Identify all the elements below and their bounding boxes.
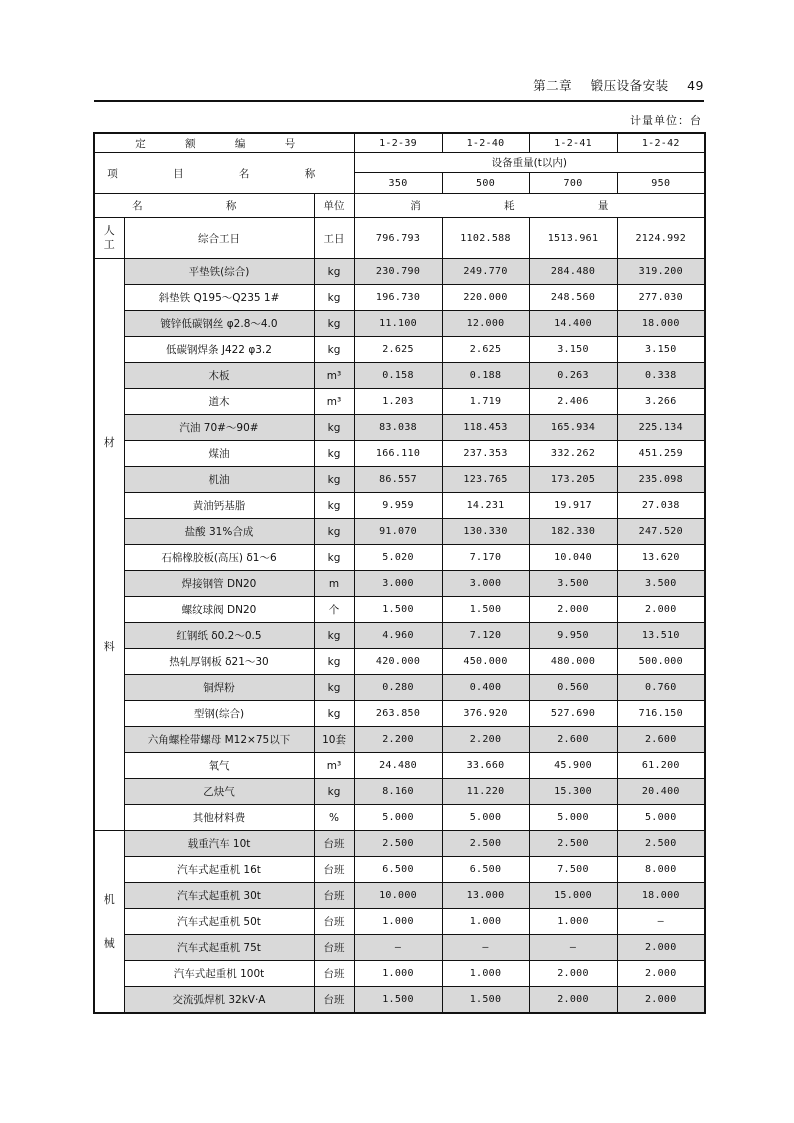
table-row [94, 571, 705, 597]
item-unit: m³ [314, 753, 354, 779]
value-cell: 14.400 [529, 311, 617, 337]
value-cell: 7.500 [529, 857, 617, 883]
value-cell: 15.000 [529, 883, 617, 909]
value-cell: 527.690 [529, 701, 617, 727]
item-name: 机油 [124, 467, 314, 493]
value-cell: 2.625 [354, 337, 442, 363]
table-row [94, 909, 705, 935]
table-row [94, 623, 705, 649]
item-unit: kg [314, 701, 354, 727]
value-cell: 2.406 [529, 389, 617, 415]
value-cell: 0.560 [529, 675, 617, 701]
item-unit: kg [314, 285, 354, 311]
item-unit: 工日 [314, 218, 354, 259]
item-unit: 台班 [314, 831, 354, 857]
table-row [94, 727, 705, 753]
value-cell: 3.150 [617, 337, 705, 363]
value-cell: — [529, 935, 617, 961]
value-cell: 2.500 [617, 831, 705, 857]
col-name-header: 名 称 [94, 194, 314, 218]
table-row [94, 987, 705, 1014]
col-consumption-header: 消 耗 量 [354, 194, 705, 218]
item-name: 低碳钢焊条 J422 φ3.2 [124, 337, 314, 363]
table-row [94, 218, 705, 259]
table-row [94, 337, 705, 363]
table-row [94, 597, 705, 623]
value-cell: 237.353 [442, 441, 529, 467]
item-name: 六角螺栓带螺母 M12×75以下 [124, 727, 314, 753]
value-cell: 9.950 [529, 623, 617, 649]
table-row [94, 519, 705, 545]
value-cell: 15.300 [529, 779, 617, 805]
table-row [94, 363, 705, 389]
value-cell: 5.000 [617, 805, 705, 831]
item-unit: 台班 [314, 883, 354, 909]
page-number: 49 [687, 78, 704, 93]
category-char: 工 [103, 238, 115, 251]
item-name: 盐酸 31%合成 [124, 519, 314, 545]
value-cell: 1.000 [442, 961, 529, 987]
value-cell: 5.000 [529, 805, 617, 831]
value-cell: 2.500 [354, 831, 442, 857]
item-unit: kg [314, 441, 354, 467]
value-cell: 1.500 [442, 987, 529, 1014]
page-header [94, 74, 704, 102]
item-unit: kg [314, 519, 354, 545]
value-cell: 5.000 [354, 805, 442, 831]
item-unit: 台班 [314, 961, 354, 987]
value-cell: 0.188 [442, 363, 529, 389]
item-name: 斜垫铁 Q195～Q235 1# [124, 285, 314, 311]
value-cell: 3.266 [617, 389, 705, 415]
category-char: 人 [103, 224, 115, 238]
item-unit: kg [314, 337, 354, 363]
weight-cell: 700 [529, 173, 617, 194]
value-cell: 27.038 [617, 493, 705, 519]
item-name: 综合工日 [124, 218, 314, 259]
table-row [94, 935, 705, 961]
value-cell: 451.259 [617, 441, 705, 467]
value-cell: 11.100 [354, 311, 442, 337]
item-unit: kg [314, 675, 354, 701]
value-cell: 450.000 [442, 649, 529, 675]
value-cell: 2.000 [529, 987, 617, 1014]
value-cell: 2.600 [529, 727, 617, 753]
table-row [94, 311, 705, 337]
value-cell: 247.520 [617, 519, 705, 545]
item-unit: 台班 [314, 987, 354, 1014]
value-cell: 225.134 [617, 415, 705, 441]
value-cell: 2.200 [354, 727, 442, 753]
value-cell: 1.500 [442, 597, 529, 623]
item-name: 氧气 [124, 753, 314, 779]
table-row [94, 857, 705, 883]
code-cell: 1-2-39 [354, 133, 442, 153]
value-cell: 7.170 [442, 545, 529, 571]
table-row [94, 961, 705, 987]
weight-cell: 950 [617, 173, 705, 194]
item-name: 螺纹球阀 DN20 [124, 597, 314, 623]
item-name: 煤油 [124, 441, 314, 467]
table-row [94, 493, 705, 519]
value-cell: 230.790 [354, 259, 442, 285]
table-row [94, 779, 705, 805]
value-cell: 165.934 [529, 415, 617, 441]
value-cell: 3.000 [354, 571, 442, 597]
item-name: 乙炔气 [124, 779, 314, 805]
value-cell: 2.000 [617, 935, 705, 961]
item-unit: kg [314, 545, 354, 571]
item-name: 焊接钢管 DN20 [124, 571, 314, 597]
value-cell: 2.000 [617, 597, 705, 623]
value-cell: 500.000 [617, 649, 705, 675]
table-row [94, 831, 705, 857]
table-row [94, 883, 705, 909]
item-name: 汽车式起重机 75t [124, 935, 314, 961]
value-cell: 332.262 [529, 441, 617, 467]
value-cell: 91.070 [354, 519, 442, 545]
value-cell: 13.510 [617, 623, 705, 649]
item-name: 其他材料费 [124, 805, 314, 831]
value-cell: 2.500 [442, 831, 529, 857]
item-unit: 台班 [314, 935, 354, 961]
value-cell: 284.480 [529, 259, 617, 285]
category-char: 械 [103, 936, 115, 950]
code-row [94, 133, 705, 153]
item-unit: kg [314, 649, 354, 675]
value-cell: 0.158 [354, 363, 442, 389]
value-cell: 24.480 [354, 753, 442, 779]
value-cell: 1.719 [442, 389, 529, 415]
value-cell: 1.203 [354, 389, 442, 415]
value-cell: 3.500 [617, 571, 705, 597]
code-cell: 1-2-41 [529, 133, 617, 153]
value-cell: 420.000 [354, 649, 442, 675]
code-label: 定 额 编 号 [94, 133, 354, 153]
weight-cell: 500 [442, 173, 529, 194]
value-cell: 1.500 [354, 987, 442, 1014]
table-row [94, 649, 705, 675]
value-cell: 5.020 [354, 545, 442, 571]
quota-table [93, 132, 706, 1014]
value-cell: 14.231 [442, 493, 529, 519]
value-cell: 1.000 [354, 909, 442, 935]
value-cell: 61.200 [617, 753, 705, 779]
value-cell: 10.000 [354, 883, 442, 909]
value-cell: 18.000 [617, 311, 705, 337]
item-unit: kg [314, 259, 354, 285]
value-cell: 2.500 [529, 831, 617, 857]
value-cell: 45.900 [529, 753, 617, 779]
chapter-label: 第二章 [533, 78, 573, 93]
item-name: 汽车式起重机 30t [124, 883, 314, 909]
value-cell: 33.660 [442, 753, 529, 779]
table-row [94, 701, 705, 727]
value-cell: 6.500 [442, 857, 529, 883]
value-cell: 20.400 [617, 779, 705, 805]
item-name: 热轧厚钢板 δ21～30 [124, 649, 314, 675]
value-cell: 249.770 [442, 259, 529, 285]
value-cell: 1102.588 [442, 218, 529, 259]
value-cell: 3.000 [442, 571, 529, 597]
value-cell: 11.220 [442, 779, 529, 805]
value-cell: 2.600 [617, 727, 705, 753]
item-name: 木板 [124, 363, 314, 389]
item-name: 汽车式起重机 50t [124, 909, 314, 935]
value-cell: 277.030 [617, 285, 705, 311]
value-cell: 19.917 [529, 493, 617, 519]
value-cell: 130.330 [442, 519, 529, 545]
value-cell: 1.000 [529, 909, 617, 935]
value-cell: — [442, 935, 529, 961]
value-cell: 235.098 [617, 467, 705, 493]
table-row [94, 805, 705, 831]
chapter-title: 锻压设备安装 [590, 78, 669, 93]
item-unit: m³ [314, 389, 354, 415]
value-cell: 1513.961 [529, 218, 617, 259]
category-char: 机 [103, 892, 115, 906]
value-cell: 263.850 [354, 701, 442, 727]
item-name: 型钢(综合) [124, 701, 314, 727]
value-cell: — [617, 909, 705, 935]
item-unit: m [314, 571, 354, 597]
value-cell: 0.400 [442, 675, 529, 701]
item-unit: % [314, 805, 354, 831]
table-row [94, 285, 705, 311]
value-cell: 248.560 [529, 285, 617, 311]
value-cell: 13.000 [442, 883, 529, 909]
value-cell: 8.000 [617, 857, 705, 883]
item-unit: kg [314, 779, 354, 805]
table-row [94, 467, 705, 493]
item-name: 汽车式起重机 100t [124, 961, 314, 987]
table-row [94, 441, 705, 467]
item-unit: 10套 [314, 727, 354, 753]
item-name: 道木 [124, 389, 314, 415]
weight-cell: 350 [354, 173, 442, 194]
value-cell: 716.150 [617, 701, 705, 727]
category-machinery [94, 831, 124, 1014]
code-cell: 1-2-40 [442, 133, 529, 153]
value-cell: 123.765 [442, 467, 529, 493]
table-row [94, 545, 705, 571]
item-unit: kg [314, 415, 354, 441]
value-cell: 480.000 [529, 649, 617, 675]
value-cell: 0.280 [354, 675, 442, 701]
value-cell: 0.263 [529, 363, 617, 389]
item-unit: kg [314, 467, 354, 493]
category-materials [94, 259, 124, 831]
table-row [94, 415, 705, 441]
value-cell: 319.200 [617, 259, 705, 285]
value-cell: 13.620 [617, 545, 705, 571]
value-cell: 2.625 [442, 337, 529, 363]
value-cell: 173.205 [529, 467, 617, 493]
item-name: 交流弧焊机 32kV·A [124, 987, 314, 1014]
value-cell: 2.000 [617, 961, 705, 987]
value-cell: 7.120 [442, 623, 529, 649]
item-name-label: 项 目 名 称 [94, 153, 354, 194]
item-unit: kg [314, 493, 354, 519]
value-cell: 0.338 [617, 363, 705, 389]
value-cell: 182.330 [529, 519, 617, 545]
value-cell: 1.000 [442, 909, 529, 935]
value-cell: 2124.992 [617, 218, 705, 259]
value-cell: 8.160 [354, 779, 442, 805]
value-cell: 376.920 [442, 701, 529, 727]
item-unit: 台班 [314, 857, 354, 883]
category-char: 料 [103, 639, 115, 653]
value-cell: 796.793 [354, 218, 442, 259]
value-cell: 2.000 [617, 987, 705, 1014]
value-cell: 4.960 [354, 623, 442, 649]
item-name: 平垫铁(综合) [124, 259, 314, 285]
value-cell: 1.500 [354, 597, 442, 623]
item-name: 载重汽车 10t [124, 831, 314, 857]
column-header-row [94, 194, 705, 218]
table-row [94, 259, 705, 285]
item-name: 红钢纸 δ0.2～0.5 [124, 623, 314, 649]
value-cell: 83.038 [354, 415, 442, 441]
value-cell: 18.000 [617, 883, 705, 909]
item-name-row [94, 153, 705, 173]
item-unit: kg [314, 311, 354, 337]
category-labor [94, 218, 124, 259]
value-cell: — [354, 935, 442, 961]
value-cell: 118.453 [442, 415, 529, 441]
item-name: 铜焊粉 [124, 675, 314, 701]
value-cell: 2.000 [529, 597, 617, 623]
table-row [94, 389, 705, 415]
value-cell: 0.760 [617, 675, 705, 701]
value-cell: 12.000 [442, 311, 529, 337]
value-cell: 1.000 [354, 961, 442, 987]
item-unit: 台班 [314, 909, 354, 935]
value-cell: 5.000 [442, 805, 529, 831]
item-name: 汽车式起重机 16t [124, 857, 314, 883]
value-cell: 3.150 [529, 337, 617, 363]
table-row [94, 753, 705, 779]
item-unit: 个 [314, 597, 354, 623]
value-cell: 2.000 [529, 961, 617, 987]
value-cell: 2.200 [442, 727, 529, 753]
weight-label: 设备重量(t以内) [354, 153, 705, 173]
value-cell: 196.730 [354, 285, 442, 311]
item-unit: kg [314, 623, 354, 649]
table-row [94, 675, 705, 701]
item-name: 黄油钙基脂 [124, 493, 314, 519]
unit-note: 计量单位：台 [630, 114, 702, 127]
value-cell: 9.959 [354, 493, 442, 519]
value-cell: 220.000 [442, 285, 529, 311]
value-cell: 166.110 [354, 441, 442, 467]
code-cell: 1-2-42 [617, 133, 705, 153]
header-text [519, 76, 704, 94]
value-cell: 10.040 [529, 545, 617, 571]
item-name: 石棉橡胶板(高压) δ1～6 [124, 545, 314, 571]
value-cell: 86.557 [354, 467, 442, 493]
item-name: 汽油 70#～90# [124, 415, 314, 441]
value-cell: 6.500 [354, 857, 442, 883]
item-unit: m³ [314, 363, 354, 389]
value-cell: 3.500 [529, 571, 617, 597]
item-name: 镀锌低碳钢丝 φ2.8～4.0 [124, 311, 314, 337]
col-unit-header: 单位 [314, 194, 354, 218]
category-char: 材 [103, 435, 115, 449]
